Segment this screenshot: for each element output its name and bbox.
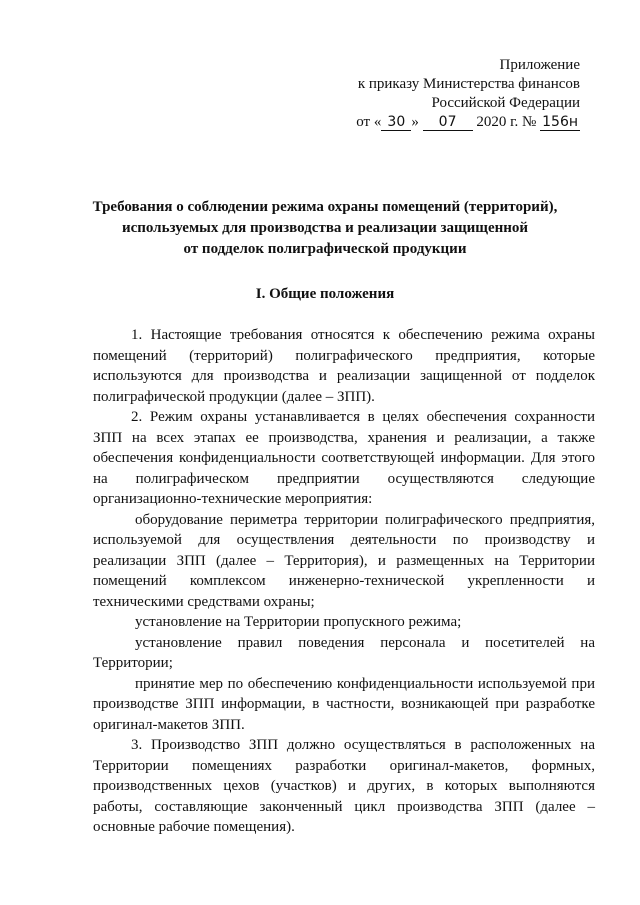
list-item-perimeter: оборудование периметра территории полиграфического предприятия, используемой для осуществления деятельности по производству и реализации ЗПП (далее – Территория), и размещенных на Территории помещений комплексом инженерно-технической укрепленности и техническими средствами охраны; [93, 511, 595, 610]
appendix-label: Приложение [499, 57, 580, 73]
section-heading: I. Общие положения [255, 286, 395, 302]
appendix-header [356, 56, 580, 132]
date-prefix: от « [356, 114, 382, 130]
order-number: 156н [542, 114, 578, 130]
date-year: 2020 г. № [476, 114, 537, 130]
title-line-1: Требования о соблюдении режима охраны помещений (территорий), [92, 199, 558, 215]
title-line-3: от подделок полиграфической продукции [183, 241, 467, 257]
date-day: 30 [381, 115, 411, 131]
title-line-2: используемых для производства и реализации защищенной [121, 220, 529, 236]
paragraph-2: 2. Режим охраны устанавливается в целях обеспечения сохранности ЗПП на всех этапах ее производства, хранения и реализации, а также обеспечения конфиденциальности соответствующей информации. Для этого на полиграфическом предприятии осуществляются следующие организационно-технические мероприятия: [93, 409, 595, 507]
appendix-country-line: Российской Федерации [431, 95, 580, 111]
list-item-confidentiality: принятие мер по обеспечению конфиденциальности используемой при производстве ЗПП информации, в частности, возникающей при разработке оригинал-макетов ЗПП. [93, 675, 595, 733]
date-month: 07 [423, 115, 473, 131]
appendix-order-line: к приказу Министерства финансов [357, 76, 580, 92]
document-body [93, 325, 595, 838]
paragraph-1: 1. Настоящие требования относятся к обеспечению режима охраны помещений (территорий) полиграфического предприятия, которые используются для производства и реализации защищенной от подделок полиграфической продукции (далее – ЗПП). [93, 327, 595, 405]
list-item-access-regime: установление на Территории пропускного режима; [135, 614, 462, 630]
appendix-date-line [356, 113, 580, 132]
document-title [80, 197, 570, 260]
paragraph-3: 3. Производство ЗПП должно осуществляться в расположенных на Территории помещениях разработки оригинал-макетов, формных, производственных цехов (участков) и других, в которых выполняются работы, составляющие законченный цикл производства ЗПП (далее – основные рабочие помещения). [93, 737, 595, 835]
date-quote-close: » [411, 114, 419, 130]
list-item-behavior-rules: установление правил поведения персонала и посетителей на Территории; [93, 634, 595, 671]
